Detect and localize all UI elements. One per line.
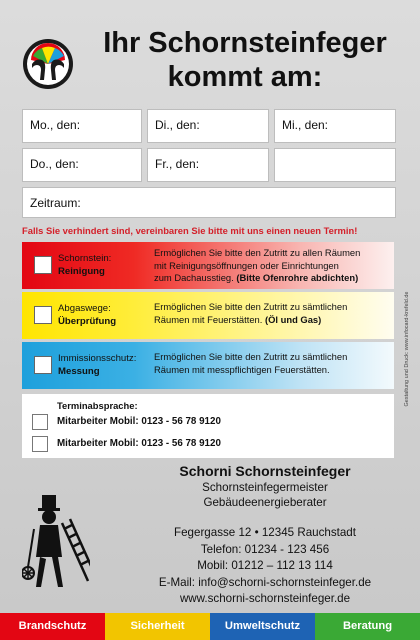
date-field-wednesday[interactable]: Mi., den: xyxy=(274,109,396,143)
contact-block xyxy=(115,525,415,608)
footer-environment: Umweltschutz xyxy=(210,613,315,640)
company-block xyxy=(120,462,410,510)
appointment-row: Mitarbeiter Mobil: 0123 - 56 78 9120 xyxy=(32,414,392,432)
footer-consulting: Beratung xyxy=(315,613,420,640)
address: Fegergasse 12 • 12345 Rauchstadt xyxy=(174,526,356,539)
task-label: Immissionsschutz: Messung xyxy=(58,353,137,377)
appointment-heading: Terminabsprache: xyxy=(57,400,138,411)
page-title xyxy=(80,26,410,94)
title-line-1: Ihr Schornsteinfeger xyxy=(103,27,387,59)
guild-logo-icon xyxy=(22,38,74,90)
footer-bar xyxy=(0,613,420,640)
chimney-sweep-icon xyxy=(22,495,90,595)
task-emission-measurement xyxy=(22,342,394,389)
task-text: Ermöglichen Sie bitte den Zutritt zu sämtlichen Räumen mit Feuerstätten. (Öl und Gas) xyxy=(154,301,348,325)
phone[interactable]: Telefon: 01234 - 123 456 xyxy=(200,542,330,556)
website[interactable]: www.schorni-schornsteinfeger.de xyxy=(179,592,351,605)
task-text: Ermöglichen Sie bitte den Zutritt zu allen Räumen mit Reinigungsöffnungen oder Einrichtungen zum Dachausstieg. (Bitte Ofenrohre abdichten) xyxy=(154,247,361,283)
date-field-tuesday[interactable]: Di., den: xyxy=(147,109,269,143)
company-title: Schornsteinfegermeister xyxy=(202,481,328,494)
company-name: Schorni Schornsteinfeger xyxy=(179,463,351,479)
appointment-box xyxy=(22,394,394,458)
date-field-monday[interactable]: Mo., den: xyxy=(22,109,142,143)
reschedule-warning: Falls Sie verhindert sind, vereinbaren Sie bitte mit uns einen neuen Termin! xyxy=(22,225,358,236)
mobile[interactable]: Mobil: 01212 – 112 13 114 xyxy=(197,559,333,572)
date-field-blank[interactable] xyxy=(274,148,396,182)
date-field-friday[interactable]: Fr., den: xyxy=(147,148,269,182)
task-checkbox[interactable] xyxy=(34,256,52,274)
email[interactable]: E-Mail: info@schorni-schornsteinfeger.de xyxy=(158,575,372,589)
task-chimney-cleaning xyxy=(22,242,394,289)
task-checkbox[interactable] xyxy=(34,356,52,374)
task-checkbox[interactable] xyxy=(34,306,52,324)
date-field-thursday[interactable]: Do., den: xyxy=(22,148,142,182)
task-label: Schornstein: Reinigung xyxy=(58,253,112,277)
task-text: Ermöglichen Sie bitte den Zutritt zu sämtlichen Räumen mit messpflichtigen Feuerstätten. xyxy=(154,351,348,375)
period-field[interactable]: Zeitraum: xyxy=(22,187,396,218)
task-label: Abgaswege: Überprüfung xyxy=(58,303,117,327)
appointment-checkbox[interactable] xyxy=(32,436,48,452)
task-flue-inspection xyxy=(22,292,394,339)
print-credit: Gestaltung und Druck: www.infocard-krefeld.de xyxy=(404,291,410,407)
appointment-checkbox[interactable] xyxy=(32,414,48,430)
title-line-2: kommt am: xyxy=(167,61,323,93)
appointment-row: Mitarbeiter Mobil: 0123 - 56 78 9120 xyxy=(32,436,392,454)
company-subtitle: Gebäudeenergieberater xyxy=(203,496,327,509)
footer-fire-protection: Brandschutz xyxy=(0,613,105,640)
footer-safety: Sicherheit xyxy=(105,613,210,640)
